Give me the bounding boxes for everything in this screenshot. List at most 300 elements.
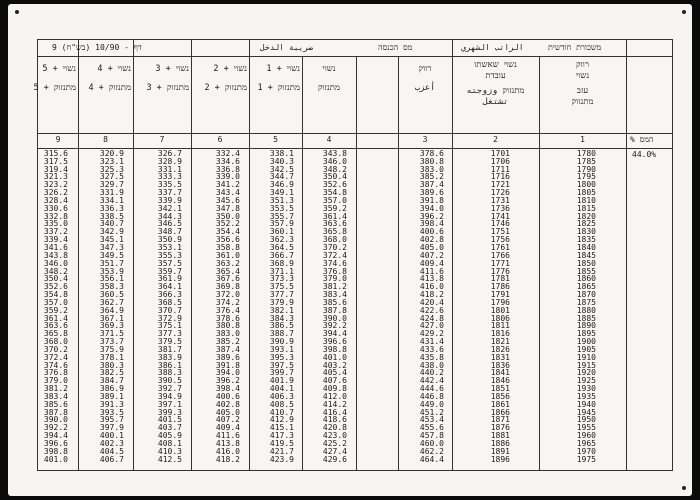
table-cell: 353.5 bbox=[269, 203, 294, 213]
table-cell: 408.5 bbox=[269, 399, 294, 409]
table-cell: 365.4 bbox=[215, 266, 240, 276]
table-cell: 1790 bbox=[576, 164, 596, 174]
table-cell: 376.4 bbox=[215, 305, 240, 315]
table-cell: 1801 bbox=[490, 305, 510, 315]
table-cell: 379.0 bbox=[43, 376, 68, 386]
table-cell: 331.9 bbox=[99, 188, 124, 198]
table-cell: 455.6 bbox=[419, 423, 444, 433]
header-married-2: נשוי + 2 מתנזוק + 2 bbox=[204, 64, 247, 93]
punch-dot bbox=[682, 10, 686, 14]
table-cell: 1870 bbox=[576, 289, 596, 299]
tax-percent-label: % המס bbox=[630, 135, 654, 144]
table-cell: 366.3 bbox=[157, 289, 182, 299]
table-cell: 384.3 bbox=[269, 313, 294, 323]
table-cell: 457.8 bbox=[419, 431, 444, 441]
table-cell: 366.7 bbox=[269, 250, 294, 260]
table-cell: 453.4 bbox=[419, 415, 444, 425]
table-cell: 405.4 bbox=[322, 368, 347, 378]
table-cell: 371.5 bbox=[99, 329, 124, 339]
table-cell: 339.9 bbox=[157, 195, 182, 205]
table-cell: 403.2 bbox=[322, 360, 347, 370]
table-cell: 405.0 bbox=[419, 242, 444, 252]
table-cell: 386.5 bbox=[269, 321, 294, 331]
table-cell: 390.9 bbox=[269, 336, 294, 346]
table-cell: 1890 bbox=[576, 321, 596, 331]
table-cell: 361.4 bbox=[322, 211, 347, 221]
table-cell: 1950 bbox=[576, 415, 596, 425]
table-cell: 389.6 bbox=[215, 352, 240, 362]
table-cell: 388.3 bbox=[157, 368, 182, 378]
table-cell: 462.2 bbox=[419, 446, 444, 456]
table-cell: 1736 bbox=[490, 203, 510, 213]
table-cell: 444.6 bbox=[419, 384, 444, 394]
monthly-salary-hebrew: משכורת חודשית bbox=[548, 43, 602, 52]
table-cell: 398.4 bbox=[215, 384, 240, 394]
table-cell: 380.3 bbox=[99, 360, 124, 370]
table-cell: 411.6 bbox=[419, 266, 444, 276]
table-cell: 1820 bbox=[576, 211, 596, 221]
table-cell: 422.6 bbox=[419, 305, 444, 315]
table-cell: 326.7 bbox=[157, 149, 182, 158]
table-cell: 361.0 bbox=[215, 250, 240, 260]
table-cell: 357.0 bbox=[322, 195, 347, 205]
table-cell: 327.5 bbox=[99, 172, 124, 182]
table-cell: 340.3 bbox=[269, 156, 294, 166]
table-cell: 1970 bbox=[576, 446, 596, 456]
table-cell: 334.1 bbox=[99, 195, 124, 205]
table-cell: 464.4 bbox=[419, 454, 444, 464]
table-cell: 1781 bbox=[490, 274, 510, 284]
table-cell: 385.6 bbox=[43, 399, 68, 409]
table-cell: 349.5 bbox=[99, 250, 124, 260]
table-cell: 364.9 bbox=[99, 305, 124, 315]
table-cell: 389.6 bbox=[419, 188, 444, 198]
table-cell: 409.4 bbox=[215, 423, 240, 433]
table-cell: 1945 bbox=[576, 407, 596, 417]
table-cell: 368.5 bbox=[157, 297, 182, 307]
table-cell: 1846 bbox=[490, 376, 510, 386]
table-row-group bbox=[38, 385, 672, 424]
table-cell: 335.0 bbox=[43, 219, 68, 229]
table-cell: 1891 bbox=[490, 446, 510, 456]
table-cell: 328.4 bbox=[43, 195, 68, 205]
table-cell: 336.8 bbox=[215, 164, 240, 174]
table-cell: 346.9 bbox=[269, 180, 294, 190]
table-cell: 391.8 bbox=[215, 360, 240, 370]
table-cell: 408.1 bbox=[157, 438, 182, 448]
table-cell: 423.0 bbox=[322, 431, 347, 441]
table-row-group bbox=[38, 268, 672, 307]
table-cell: 398.4 bbox=[419, 219, 444, 229]
column-number: 8 bbox=[103, 135, 108, 144]
table-cell: 1896 bbox=[490, 454, 510, 464]
table-cell: 376.8 bbox=[43, 368, 68, 378]
table-cell: 353.1 bbox=[157, 242, 182, 252]
table-cell: 370.7 bbox=[157, 305, 182, 315]
table-cell: 338.1 bbox=[269, 149, 294, 158]
table-cell: 343.4 bbox=[215, 188, 240, 198]
table-cell: 348.2 bbox=[43, 266, 68, 276]
table-cell: 350.4 bbox=[322, 172, 347, 182]
table-cell: 389.1 bbox=[99, 391, 124, 401]
table-cell: 375.1 bbox=[157, 321, 182, 331]
table-cell: 387.4 bbox=[419, 180, 444, 190]
table-cell: 1910 bbox=[576, 352, 596, 362]
table-cell: 460.0 bbox=[419, 438, 444, 448]
income-tax-hebrew: מס הכנסה bbox=[378, 43, 413, 52]
table-cell: 394.0 bbox=[215, 368, 240, 378]
header-married: נשוי מתנזוק bbox=[317, 64, 341, 93]
table-cell: 333.3 bbox=[157, 172, 182, 182]
table-cell: 390.5 bbox=[157, 376, 182, 386]
table-cell: 1780 bbox=[576, 149, 596, 158]
table-cell: 401.9 bbox=[269, 376, 294, 386]
table-cell: 1935 bbox=[576, 391, 596, 401]
table-cell: 397.5 bbox=[269, 360, 294, 370]
table-cell: 423.9 bbox=[269, 454, 294, 464]
table-cell: 321.3 bbox=[43, 172, 68, 182]
table-cell: 1841 bbox=[490, 368, 510, 378]
table-cell: 1831 bbox=[490, 352, 510, 362]
table-cell: 328.9 bbox=[157, 156, 182, 166]
table-cell: 382.5 bbox=[99, 368, 124, 378]
table-cell: 1835 bbox=[576, 235, 596, 245]
table-row-group bbox=[38, 424, 672, 463]
table-cell: 420.8 bbox=[322, 423, 347, 433]
table-cell: 319.4 bbox=[43, 164, 68, 174]
table-cell: 1746 bbox=[490, 219, 510, 229]
table-cell: 1821 bbox=[490, 336, 510, 346]
table-cell: 346.0 bbox=[43, 258, 68, 268]
column-number: 5 bbox=[273, 135, 278, 144]
table-cell: 351.3 bbox=[269, 195, 294, 205]
table-cell: 1850 bbox=[576, 258, 596, 268]
table-cell: 415.1 bbox=[269, 423, 294, 433]
table-cell: 1860 bbox=[576, 274, 596, 284]
column-number: 9 bbox=[55, 135, 61, 144]
table-cell: 1825 bbox=[576, 219, 596, 229]
column-number: 4 bbox=[326, 135, 332, 144]
table-cell: 371.1 bbox=[269, 266, 294, 276]
table-cell: 397.9 bbox=[99, 423, 124, 433]
table-cell: 347.8 bbox=[215, 203, 240, 213]
table-cell: 401.0 bbox=[322, 352, 347, 362]
table-cell: 361.9 bbox=[157, 274, 182, 284]
table-cell: 354.8 bbox=[43, 289, 68, 299]
table-cell: 381.2 bbox=[43, 384, 68, 394]
table-cell: 356.1 bbox=[99, 274, 124, 284]
table-cell: 416.0 bbox=[419, 282, 444, 292]
table-cell: 1920 bbox=[576, 368, 596, 378]
table-cell: 413.8 bbox=[419, 274, 444, 284]
table-cell: 320.9 bbox=[99, 149, 124, 158]
title-row bbox=[38, 40, 672, 57]
table-cell: 362.7 bbox=[99, 297, 124, 307]
table-cell: 1701 bbox=[490, 149, 510, 158]
table-cell: 1965 bbox=[576, 438, 596, 448]
table-cell: 368.9 bbox=[269, 258, 294, 268]
table-cell: 337.7 bbox=[157, 188, 182, 198]
column-header-row bbox=[33, 56, 672, 134]
table-cell: 364.5 bbox=[269, 242, 294, 252]
table-cell: 1955 bbox=[576, 423, 596, 433]
table-cell: 1876 bbox=[490, 423, 510, 433]
table-cell: 373.3 bbox=[269, 274, 294, 284]
table-cell: 385.2 bbox=[419, 172, 444, 182]
table-cell: 347.3 bbox=[99, 242, 124, 252]
table-cell: 382.1 bbox=[269, 305, 294, 315]
table-cell: 400.6 bbox=[215, 391, 240, 401]
table-cell: 1866 bbox=[490, 407, 510, 417]
table-cell: 372.0 bbox=[215, 289, 240, 299]
table-cell: 416.0 bbox=[215, 446, 240, 456]
table-cell: 326.2 bbox=[43, 188, 68, 198]
table-cell: 361.4 bbox=[43, 313, 68, 323]
table-cell: 1766 bbox=[490, 250, 510, 260]
table-cell: 339.4 bbox=[43, 235, 68, 245]
table-cell: 394.0 bbox=[419, 203, 444, 213]
table-cell: 438.0 bbox=[419, 360, 444, 370]
table-cell: 1726 bbox=[490, 188, 510, 198]
table-cell: 1811 bbox=[490, 321, 510, 331]
table-cell: 1830 bbox=[576, 227, 596, 237]
table-cell: 424.8 bbox=[419, 313, 444, 323]
table-cell: 396.2 bbox=[419, 211, 444, 221]
table-cell: 435.8 bbox=[419, 352, 444, 362]
punch-dot bbox=[682, 486, 686, 490]
table-cell: 385.6 bbox=[322, 297, 347, 307]
table-cell: 429.2 bbox=[419, 329, 444, 339]
table-cell: 337.2 bbox=[43, 227, 68, 237]
table-cell: 1895 bbox=[576, 329, 596, 339]
table-cell: 440.2 bbox=[419, 368, 444, 378]
table-row-group bbox=[38, 307, 672, 346]
table-cell: 354.8 bbox=[322, 188, 347, 198]
table-cell: 342.5 bbox=[269, 164, 294, 174]
table-cell: 425.2 bbox=[322, 438, 347, 448]
table-cell: 323.1 bbox=[99, 156, 124, 166]
table-cell: 386.9 bbox=[99, 384, 124, 394]
column-number-row bbox=[38, 133, 672, 149]
table-cell: 400.6 bbox=[419, 227, 444, 237]
table-cell: 342.1 bbox=[157, 203, 182, 213]
table-cell: 396.6 bbox=[322, 336, 347, 346]
table-cell: 399.3 bbox=[157, 407, 182, 417]
table-cell: 356.6 bbox=[215, 235, 240, 245]
table-cell: 360.1 bbox=[269, 227, 294, 237]
table-cell: 383.0 bbox=[215, 329, 240, 339]
table-cell: 1826 bbox=[490, 345, 510, 354]
header-married-1: נשוי + 1 מתנזוק + 1 bbox=[257, 64, 300, 93]
table-cell: 390.0 bbox=[43, 415, 68, 425]
table-cell: 396.2 bbox=[215, 376, 240, 386]
table-cell: 332.8 bbox=[43, 211, 68, 221]
table-cell: 1930 bbox=[576, 384, 596, 394]
table-cell: 401.5 bbox=[157, 415, 182, 425]
table-cell: 1806 bbox=[490, 313, 510, 323]
table-cell: 1915 bbox=[576, 360, 596, 370]
table-cell: 1856 bbox=[490, 391, 510, 401]
monthly-salary-arabic: الراتب الشهري bbox=[461, 43, 524, 52]
table-cell: 1886 bbox=[490, 438, 510, 448]
column-number: 6 bbox=[217, 135, 223, 144]
table-cell: 380.8 bbox=[215, 321, 240, 331]
table-cell: 368.0 bbox=[322, 235, 347, 245]
table-cell: 369.8 bbox=[215, 282, 240, 292]
table-cell: 1900 bbox=[576, 336, 596, 346]
table-cell: 1756 bbox=[490, 235, 510, 245]
table-cell: 354.4 bbox=[215, 227, 240, 237]
table-cell: 385.2 bbox=[215, 336, 240, 346]
table-cell: 402.8 bbox=[215, 399, 240, 409]
table-cell: 391.3 bbox=[99, 399, 124, 409]
table-cell: 394.4 bbox=[322, 329, 347, 339]
table-cell: 332.4 bbox=[215, 149, 240, 158]
table-cell: 335.5 bbox=[157, 180, 182, 190]
table-cell: 365.8 bbox=[43, 329, 68, 339]
table-cell: 393.5 bbox=[99, 407, 124, 417]
table-cell: 387.8 bbox=[322, 305, 347, 315]
table-cell: 343.8 bbox=[322, 149, 347, 158]
table-cell: 1751 bbox=[490, 227, 510, 237]
table-cell: 433.6 bbox=[419, 345, 444, 354]
table-cell: 338.5 bbox=[99, 211, 124, 221]
table-cell: 1776 bbox=[490, 266, 510, 276]
table-cell: 1815 bbox=[576, 203, 596, 213]
table-cell: 409.8 bbox=[322, 384, 347, 394]
table-cell: 352.6 bbox=[43, 282, 68, 292]
header-single: רווק أعزب bbox=[414, 64, 436, 93]
table-cell: 414.2 bbox=[322, 399, 347, 409]
table-cell: 1810 bbox=[576, 195, 596, 205]
tax-percent-value: 44.0% bbox=[632, 150, 657, 159]
table-cell: 1816 bbox=[490, 329, 510, 339]
table-cell: 442.4 bbox=[419, 376, 444, 386]
table-cell: 392.2 bbox=[43, 423, 68, 433]
table-cell: 365.8 bbox=[322, 227, 347, 237]
table-row-group bbox=[38, 189, 672, 228]
table-cell: 345.6 bbox=[215, 195, 240, 205]
column-number: 3 bbox=[422, 135, 428, 144]
table-cell: 364.1 bbox=[157, 282, 182, 292]
table-cell: 1885 bbox=[576, 313, 596, 323]
table-cell: 329.7 bbox=[99, 180, 124, 190]
table-cell: 383.4 bbox=[322, 289, 347, 299]
table-cell: 358.8 bbox=[215, 242, 240, 252]
table-cell: 387.4 bbox=[215, 345, 240, 354]
table-cell: 1851 bbox=[490, 384, 510, 394]
table-cell: 1785 bbox=[576, 156, 596, 166]
table-cell: 449.0 bbox=[419, 399, 444, 409]
table-cell: 359.2 bbox=[43, 305, 68, 315]
table-cell: 1925 bbox=[576, 376, 596, 386]
table-cell: 392.2 bbox=[322, 321, 347, 331]
table-cell: 390.0 bbox=[322, 313, 347, 323]
table-cell: 451.2 bbox=[419, 407, 444, 417]
table-cell: 359.2 bbox=[322, 203, 347, 213]
table-cell: 380.8 bbox=[419, 156, 444, 166]
table-cell: 344.3 bbox=[157, 211, 182, 221]
table-cell: 360.5 bbox=[99, 289, 124, 299]
table-cell: 331.1 bbox=[157, 164, 182, 174]
table-cell: 1871 bbox=[490, 415, 510, 425]
table-cell: 394.9 bbox=[157, 391, 182, 401]
table-cell: 343.8 bbox=[43, 250, 68, 260]
table-cell: 1731 bbox=[490, 195, 510, 205]
table-cell: 355.7 bbox=[269, 211, 294, 221]
table-cell: 420.4 bbox=[419, 297, 444, 307]
table-cell: 346.0 bbox=[322, 156, 347, 166]
table-cell: 334.6 bbox=[215, 156, 240, 166]
table-cell: 359.7 bbox=[157, 266, 182, 276]
table-cell: 379.0 bbox=[322, 274, 347, 284]
table-cell: 375.5 bbox=[269, 282, 294, 292]
table-cell: 407.6 bbox=[322, 376, 347, 386]
table-cell: 378.6 bbox=[215, 313, 240, 323]
column-number: 1 bbox=[580, 135, 585, 144]
table-cell: 391.8 bbox=[419, 195, 444, 205]
header-married-4: נשוי + 4 מתנזוק + 4 bbox=[88, 64, 131, 93]
table-cell: 370.2 bbox=[43, 345, 68, 354]
table-cell: 350.9 bbox=[157, 235, 182, 245]
table-cell: 400.1 bbox=[99, 431, 124, 441]
table-cell: 379.5 bbox=[157, 336, 182, 346]
table-cell: 344.7 bbox=[269, 172, 294, 182]
table-cell: 372.4 bbox=[43, 352, 68, 362]
table-cell: 370.2 bbox=[322, 242, 347, 252]
table-cell: 431.4 bbox=[419, 336, 444, 346]
header-married-5: נשוי + 5 מתנזוק + 5 bbox=[33, 64, 76, 93]
table-cell: 393.1 bbox=[269, 345, 294, 354]
table-cell: 411.6 bbox=[215, 431, 240, 441]
header-married-working-wife: נשוי שאשתו עובדת מתנזוק وزوجته تشتغل bbox=[466, 60, 525, 107]
table-cell: 368.0 bbox=[43, 336, 68, 346]
table-cell: 403.7 bbox=[157, 423, 182, 433]
table-cell: 386.1 bbox=[157, 360, 182, 370]
table-cell: 410.7 bbox=[269, 407, 294, 417]
table-cell: 1805 bbox=[576, 188, 596, 198]
page-indicator: 9 דף - 10/90 (בש"ח) bbox=[52, 43, 142, 52]
table-cell: 406.7 bbox=[99, 454, 124, 464]
table-cell: 367.6 bbox=[215, 274, 240, 284]
table-cell: 352.2 bbox=[215, 219, 240, 229]
table-cell: 413.8 bbox=[215, 438, 240, 448]
table-cell: 383.0 bbox=[419, 164, 444, 174]
table-cell: 345.1 bbox=[99, 235, 124, 245]
table-cell: 1716 bbox=[490, 172, 510, 182]
table-cell: 404.5 bbox=[99, 446, 124, 456]
column-number: 7 bbox=[159, 135, 165, 144]
table-row-group bbox=[38, 346, 672, 385]
table-cell: 1800 bbox=[576, 180, 596, 190]
income-tax-arabic: ضريبة الدخل bbox=[260, 43, 313, 52]
table-cell: 340.7 bbox=[99, 219, 124, 229]
table-cell: 363.6 bbox=[43, 321, 68, 331]
table-cell: 446.8 bbox=[419, 391, 444, 401]
table-cell: 374.6 bbox=[43, 360, 68, 370]
table-cell: 1881 bbox=[490, 431, 510, 441]
header-single-or-married: רווק נשוי עזב מתנזוק bbox=[571, 60, 594, 107]
table-cell: 374.2 bbox=[215, 297, 240, 307]
table-cell: 381.2 bbox=[322, 282, 347, 292]
table-cell: 1836 bbox=[490, 360, 510, 370]
header-married-3: נשוי + 3 מתנזוק + 3 bbox=[146, 64, 189, 93]
table-cell: 402.8 bbox=[419, 235, 444, 245]
table-cell: 357.5 bbox=[157, 258, 182, 268]
table-cell: 1940 bbox=[576, 399, 596, 409]
table-cell: 350.4 bbox=[43, 274, 68, 284]
table-cell: 369.3 bbox=[99, 321, 124, 331]
